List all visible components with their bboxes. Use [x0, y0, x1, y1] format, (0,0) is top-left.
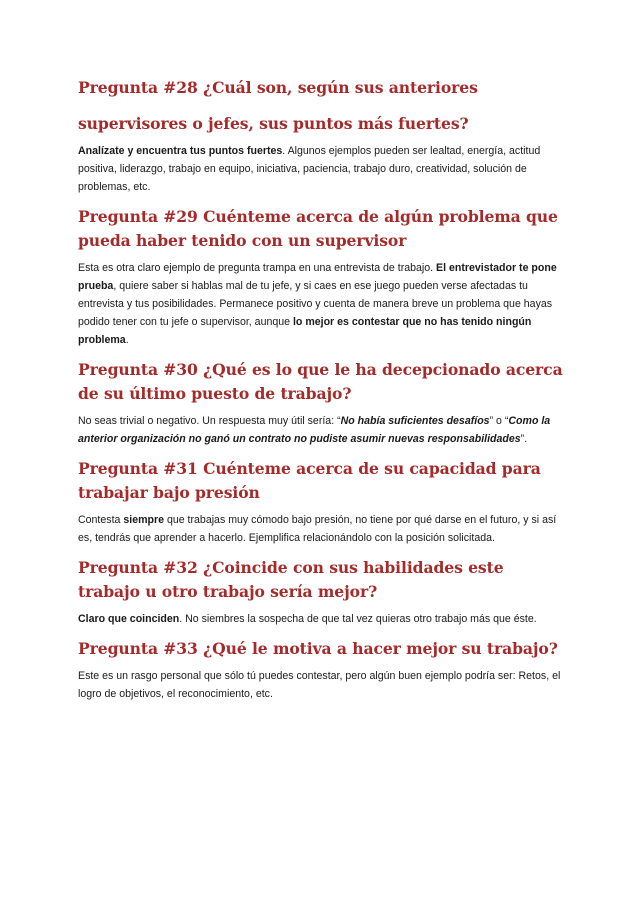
document-content: [78, 76, 564, 703]
answer-text: ”.: [520, 433, 528, 445]
question-28-answer: [78, 142, 564, 196]
answer-text: ” o “: [489, 415, 509, 427]
answer-text: No seas trivial o negativo. Un respuesta muy útil sería: “: [78, 415, 341, 427]
answer-text: . Algunos ejemplos pueden ser lealtad, energía, actitud positiva, liderazgo, trabajo en equipo, iniciativa, paciencia, trabajo duro, creatividad, solución de problemas, etc.: [78, 145, 541, 193]
question-33-heading: Pregunta #33 ¿Qué le motiva a hacer mejor su trabajo?: [78, 639, 558, 658]
question-28-heading-line-1: Pregunta #28 ¿Cuál son, según sus anteriores: [78, 78, 478, 97]
answer-emphasis: El entrevistador te pone prueba: [78, 262, 557, 292]
answer-text: . No siembres la sospecha de que tal vez quieras otro trabajo más que éste.: [179, 613, 537, 625]
question-32: [78, 556, 564, 628]
question-30-heading: Pregunta #30 ¿Qué es lo que le ha decepcionado acerca de su último puesto de trabajo?: [78, 360, 563, 403]
question-31-answer: [78, 511, 564, 547]
answer-emphasis: lo mejor es contestar que no has tenido ningún problema: [78, 316, 532, 346]
question-32-heading: Pregunta #32 ¿Coincide con sus habilidades este trabajo u otro trabajo sería mejor?: [78, 558, 504, 601]
answer-text: Esta es otra claro ejemplo de pregunta trampa en una entrevista de trabajo.: [78, 262, 437, 274]
answer-text: , quiere saber si hablas mal de tu jefe, y si caes en ese juego pueden verse afectadas tu entrevista y tus posibilidades. Permanece positivo y cuenta de manera breve un problema que hayas podido tener con tu jefe o supervisor, aunque: [78, 280, 553, 328]
question-29-heading: Pregunta #29 Cuénteme acerca de algún problema que pueda haber tenido con un supervisor: [78, 207, 558, 250]
question-28: [78, 76, 564, 196]
answer-text: Este es un rasgo personal que sólo tú puedes contestar, pero algún buen ejemplo podría ser: Retos, el logro de objetivos, el reconocimiento, etc.: [78, 670, 561, 700]
answer-quote: No había suficientes desafíos: [340, 415, 490, 427]
question-33: [78, 637, 564, 703]
answer-emphasis: Analízate y encuentra tus puntos fuertes: [78, 145, 283, 157]
answer-text: Contesta: [78, 514, 124, 526]
answer-quote: Como la anterior organización no ganó un contrato no pudiste asumir nuevas responsabilidades: [78, 415, 551, 445]
question-33-answer: [78, 667, 564, 703]
answer-emphasis: siempre: [123, 514, 164, 526]
question-31-heading: Pregunta #31 Cuénteme acerca de su capacidad para trabajar bajo presión: [78, 459, 541, 502]
answer-text: que trabajas muy cómodo bajo presión, no tiene por qué darse en el futuro, y si así es, tendrás que aprender a hacerlo. Ejemplifica relacionándolo con la posición solicitada.: [78, 514, 557, 544]
question-32-answer: [78, 610, 564, 628]
question-29-answer: [78, 259, 564, 349]
answer-emphasis: Claro que coinciden: [78, 613, 180, 625]
question-29: [78, 205, 564, 349]
answer-text: .: [125, 334, 129, 346]
question-31: [78, 457, 564, 547]
question-30-answer: [78, 412, 564, 448]
question-28-heading-line-2: supervisores o jefes, sus puntos más fuertes?: [78, 114, 469, 133]
question-30: [78, 358, 564, 448]
